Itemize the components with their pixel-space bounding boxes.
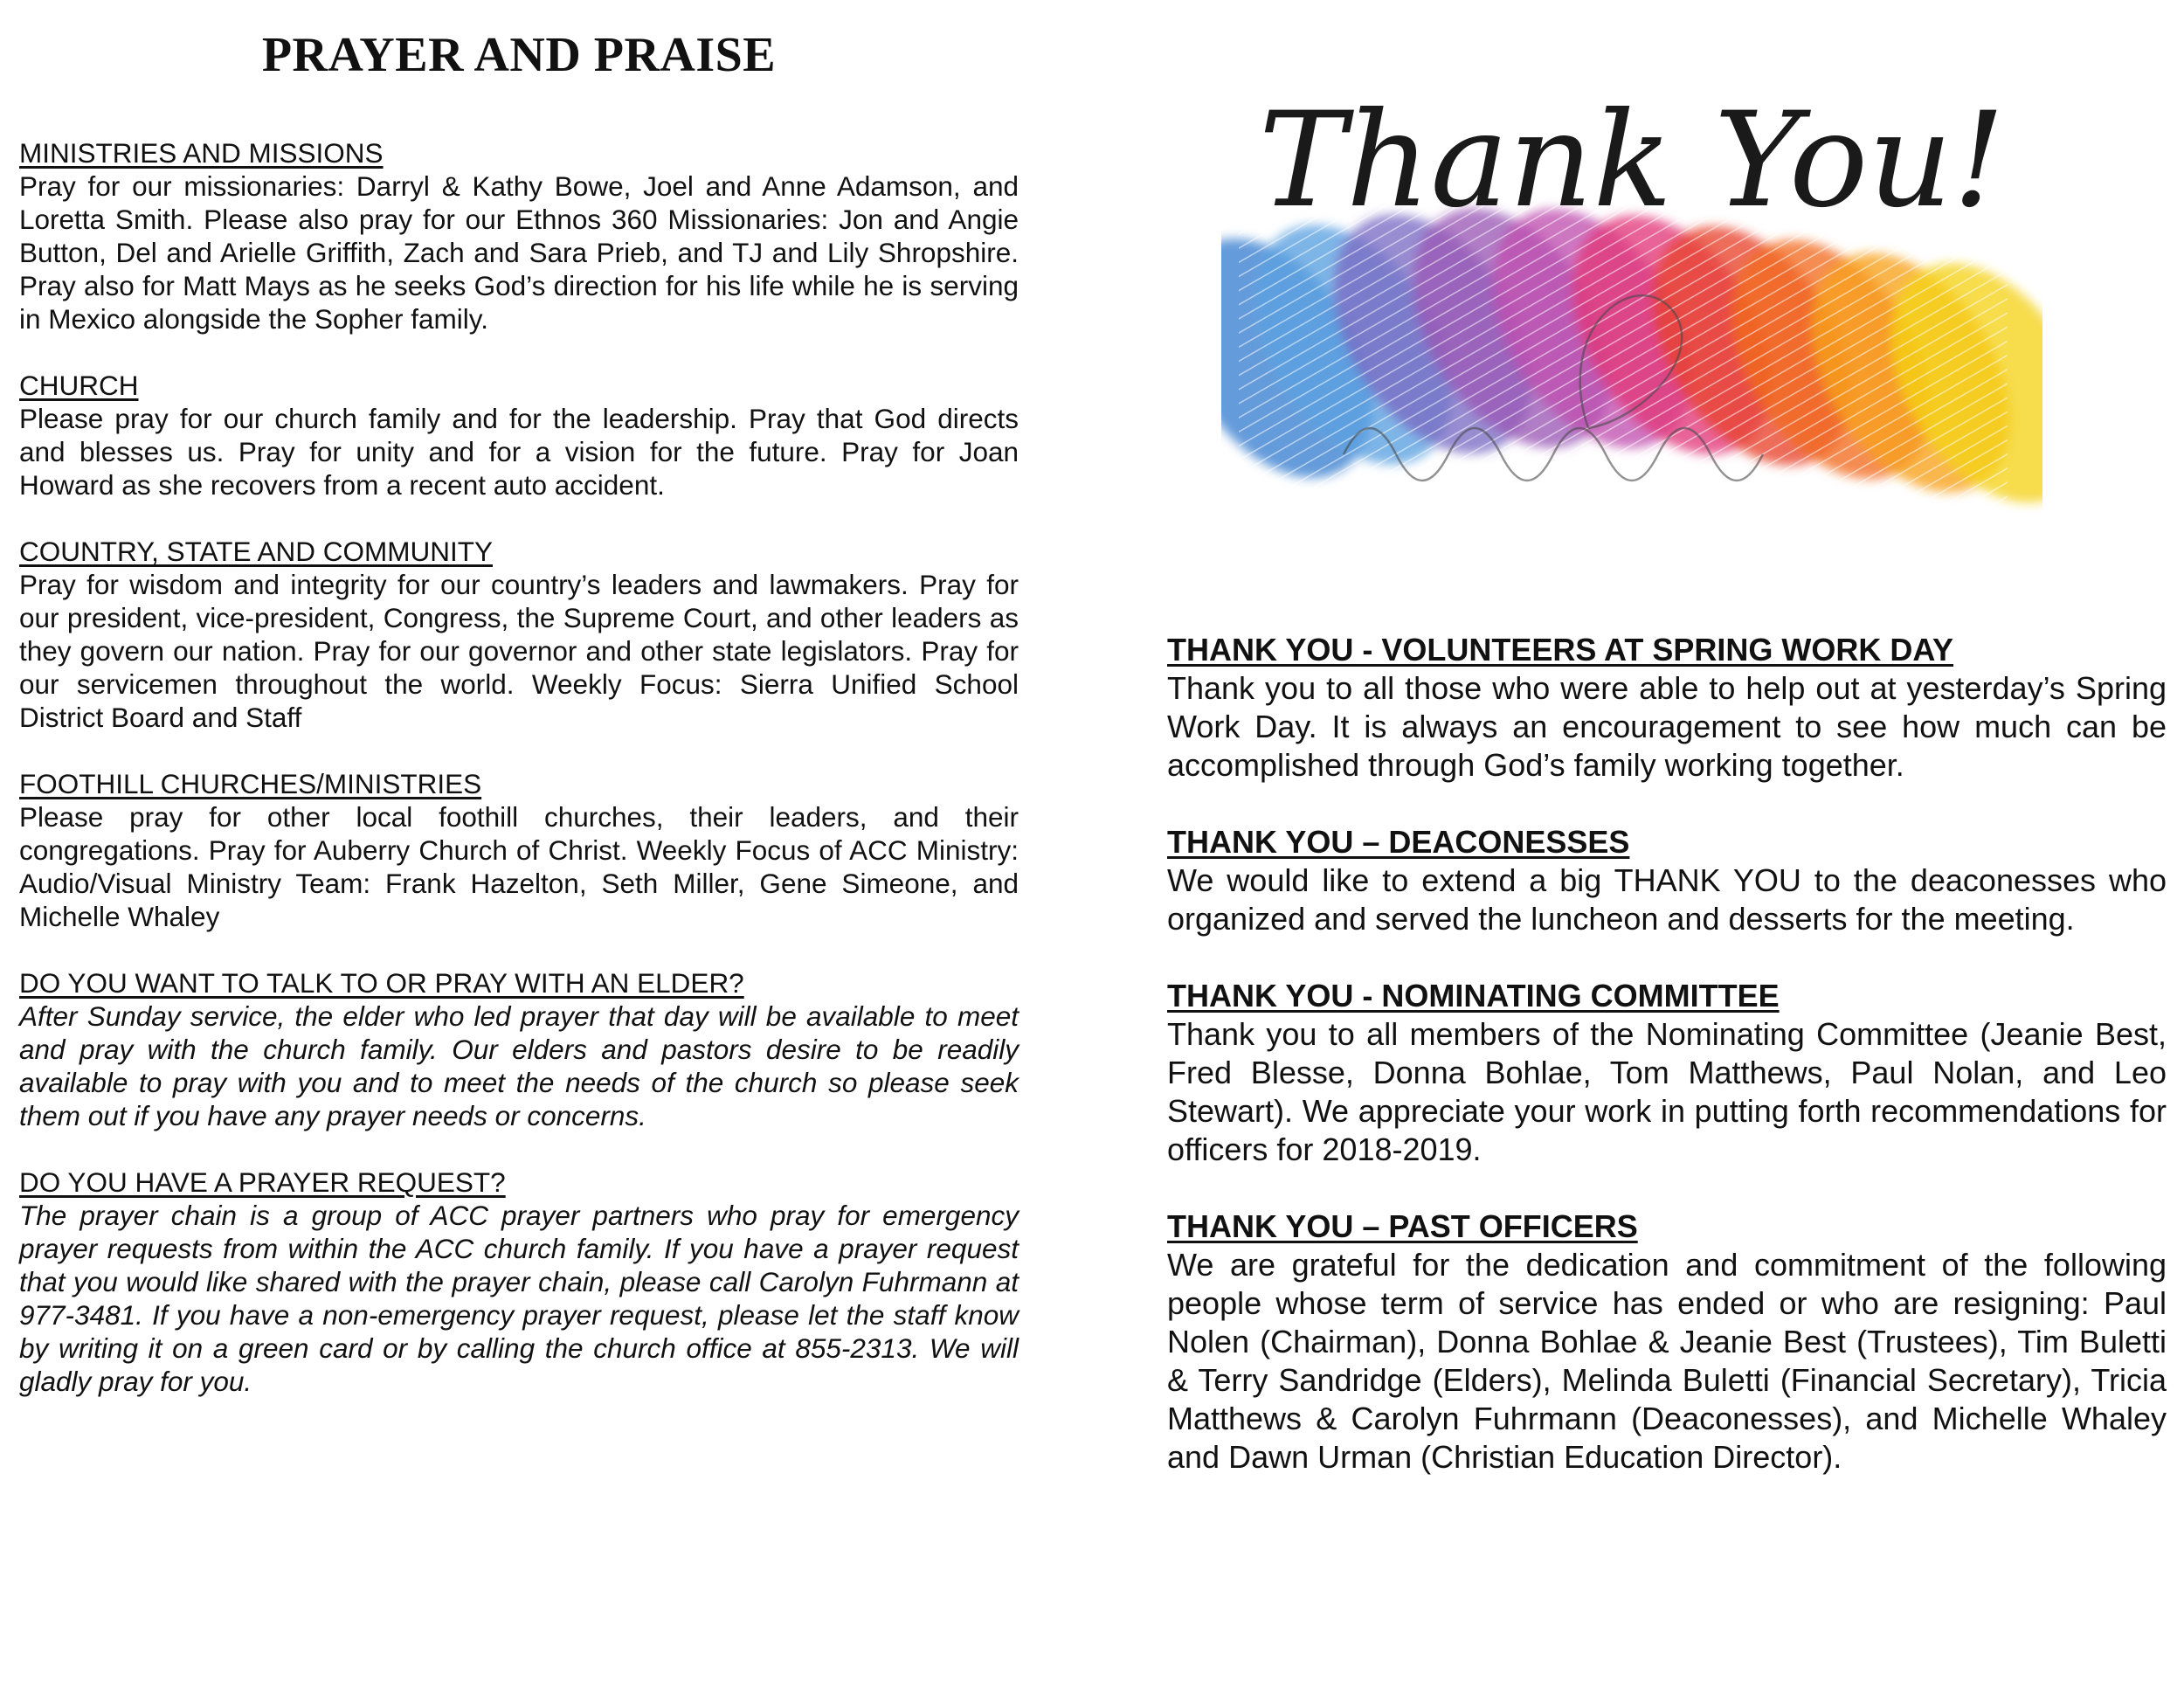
section-body: Please pray for our church family and for the leadership. Pray that God directs and blesses us. Pray for unity and for a vision for the future. Pray for Joan Howard as she recovers from a recent auto accident. xyxy=(19,403,1019,501)
section-heading: DO YOU WANT TO TALK TO OR PRAY WITH AN ELDER? xyxy=(19,967,744,999)
section-body: Pray for our missionaries: Darryl & Kathy Bowe, Joel and Anne Adamson, and Loretta Smith. Please also pray for our Ethnos 360 Missionaries: Jon and Angie Button, Del and Arielle Griffith, Zach and Sara Prieb, and TJ and Lily Shropshire. Pray also for Matt Mays as he seeks God’s direction for his life while he is serving in Mexico alongside the Sopher family. xyxy=(19,170,1019,335)
section-heading: THANK YOU – PAST OFFICERS xyxy=(1167,1208,1638,1244)
section-heading: FOOTHILL CHURCHES/MINISTRIES xyxy=(19,768,482,799)
section-body: We would like to extend a big THANK YOU to the deaconesses who organized and served the luncheon and desserts for the meeting. xyxy=(1167,862,2167,937)
section-church xyxy=(19,369,1019,502)
prayer-column xyxy=(19,26,1019,1431)
section-body: We are grateful for the dedication and commitment of the following people whose term of service has ended or who are resigning: Paul Nolen (Chairman), Donna Bohlae & Jeanie Best (Trustees), Tim Buletti & Terry Sandridge (Elders), Melinda Buletti (Financial Secretary), Tricia Matthews & Carolyn Fuhrmann (Deaconesses), and Michelle Whaley and Dawn Urman (Christian Education Director). xyxy=(1167,1247,2167,1475)
section-body: Please pray for other local foothill churches, their leaders, and their congregations. Pray for Auberry Church of Christ. Weekly Focus of ACC Ministry: Audio/Visual Ministry Team: Frank Hazelton, Seth Miller, Gene Simeone, and Michelle Whaley xyxy=(19,801,1019,932)
section-heading: CHURCH xyxy=(19,370,139,401)
section-ministries-missions xyxy=(19,136,1019,336)
section-deaconesses xyxy=(1167,823,2167,938)
thank-you-script-text: Thank You! xyxy=(1258,85,2006,237)
section-heading: THANK YOU – DEACONESSES xyxy=(1167,824,1630,860)
section-talk-to-elder xyxy=(19,966,1019,1132)
thank-you-illustration xyxy=(1221,17,2042,577)
section-heading: THANK YOU - NOMINATING COMMITTEE xyxy=(1167,978,1780,1013)
section-heading: THANK YOU - VOLUNTEERS AT SPRING WORK DAY xyxy=(1167,632,1954,668)
section-spring-work-day xyxy=(1167,631,2167,785)
thank-you-watercolor-art xyxy=(1221,17,2042,577)
section-body: Pray for wisdom and integrity for our country’s leaders and lawmakers. Pray for our president, vice-president, Congress, the Supreme Court, and other leaders as they govern our nation. Pray for our governor and other state legislators. Pray for our servicemen throughout the world. Weekly Focus: Sierra Unified School District Board and Staff xyxy=(19,569,1019,733)
section-foothill-churches xyxy=(19,767,1019,933)
section-body: The prayer chain is a group of ACC prayer partners who pray for emergency prayer requests from within the ACC church family. If you have a prayer request that you would like shared with the prayer chain, please call Carolyn Fuhrmann at 977-3481. If you have a non-emergency prayer request, please let the staff know by writing it on a green card or by calling the church office at 855-2313. We will gladly pray for you. xyxy=(19,1200,1019,1397)
section-body: Thank you to all those who were able to help out at yesterday’s Spring Work Day. It is always an encouragement to see how much can be accomplished through God’s family working together. xyxy=(1167,670,2167,783)
section-past-officers xyxy=(1167,1207,2167,1477)
section-body: Thank you to all members of the Nominating Committee (Jeanie Best, Fred Blesse, Donna Bohlae, Tom Matthews, Paul Nolan, and Leo Stewart). We appreciate your work in putting forth recommendations for officers for 2018-2019. xyxy=(1167,1016,2167,1167)
section-heading: DO YOU HAVE A PRAYER REQUEST? xyxy=(19,1166,506,1198)
section-prayer-request xyxy=(19,1166,1019,1398)
section-heading: MINISTRIES AND MISSIONS xyxy=(19,137,384,169)
section-body: After Sunday service, the elder who led prayer that day will be available to meet and pray with the church family. Our elders and pastors desire to be readily available to pray with you and to meet the needs of the church so please seek them out if you have any prayer needs or concerns. xyxy=(19,1000,1019,1131)
thank-you-column xyxy=(1167,631,2167,1515)
section-heading: COUNTRY, STATE AND COMMUNITY xyxy=(19,536,493,567)
page-title: PRAYER AND PRAISE xyxy=(261,28,777,82)
hatch-overlay xyxy=(1239,192,2008,507)
section-country-state-community xyxy=(19,535,1019,734)
section-nominating-committee xyxy=(1167,977,2167,1169)
